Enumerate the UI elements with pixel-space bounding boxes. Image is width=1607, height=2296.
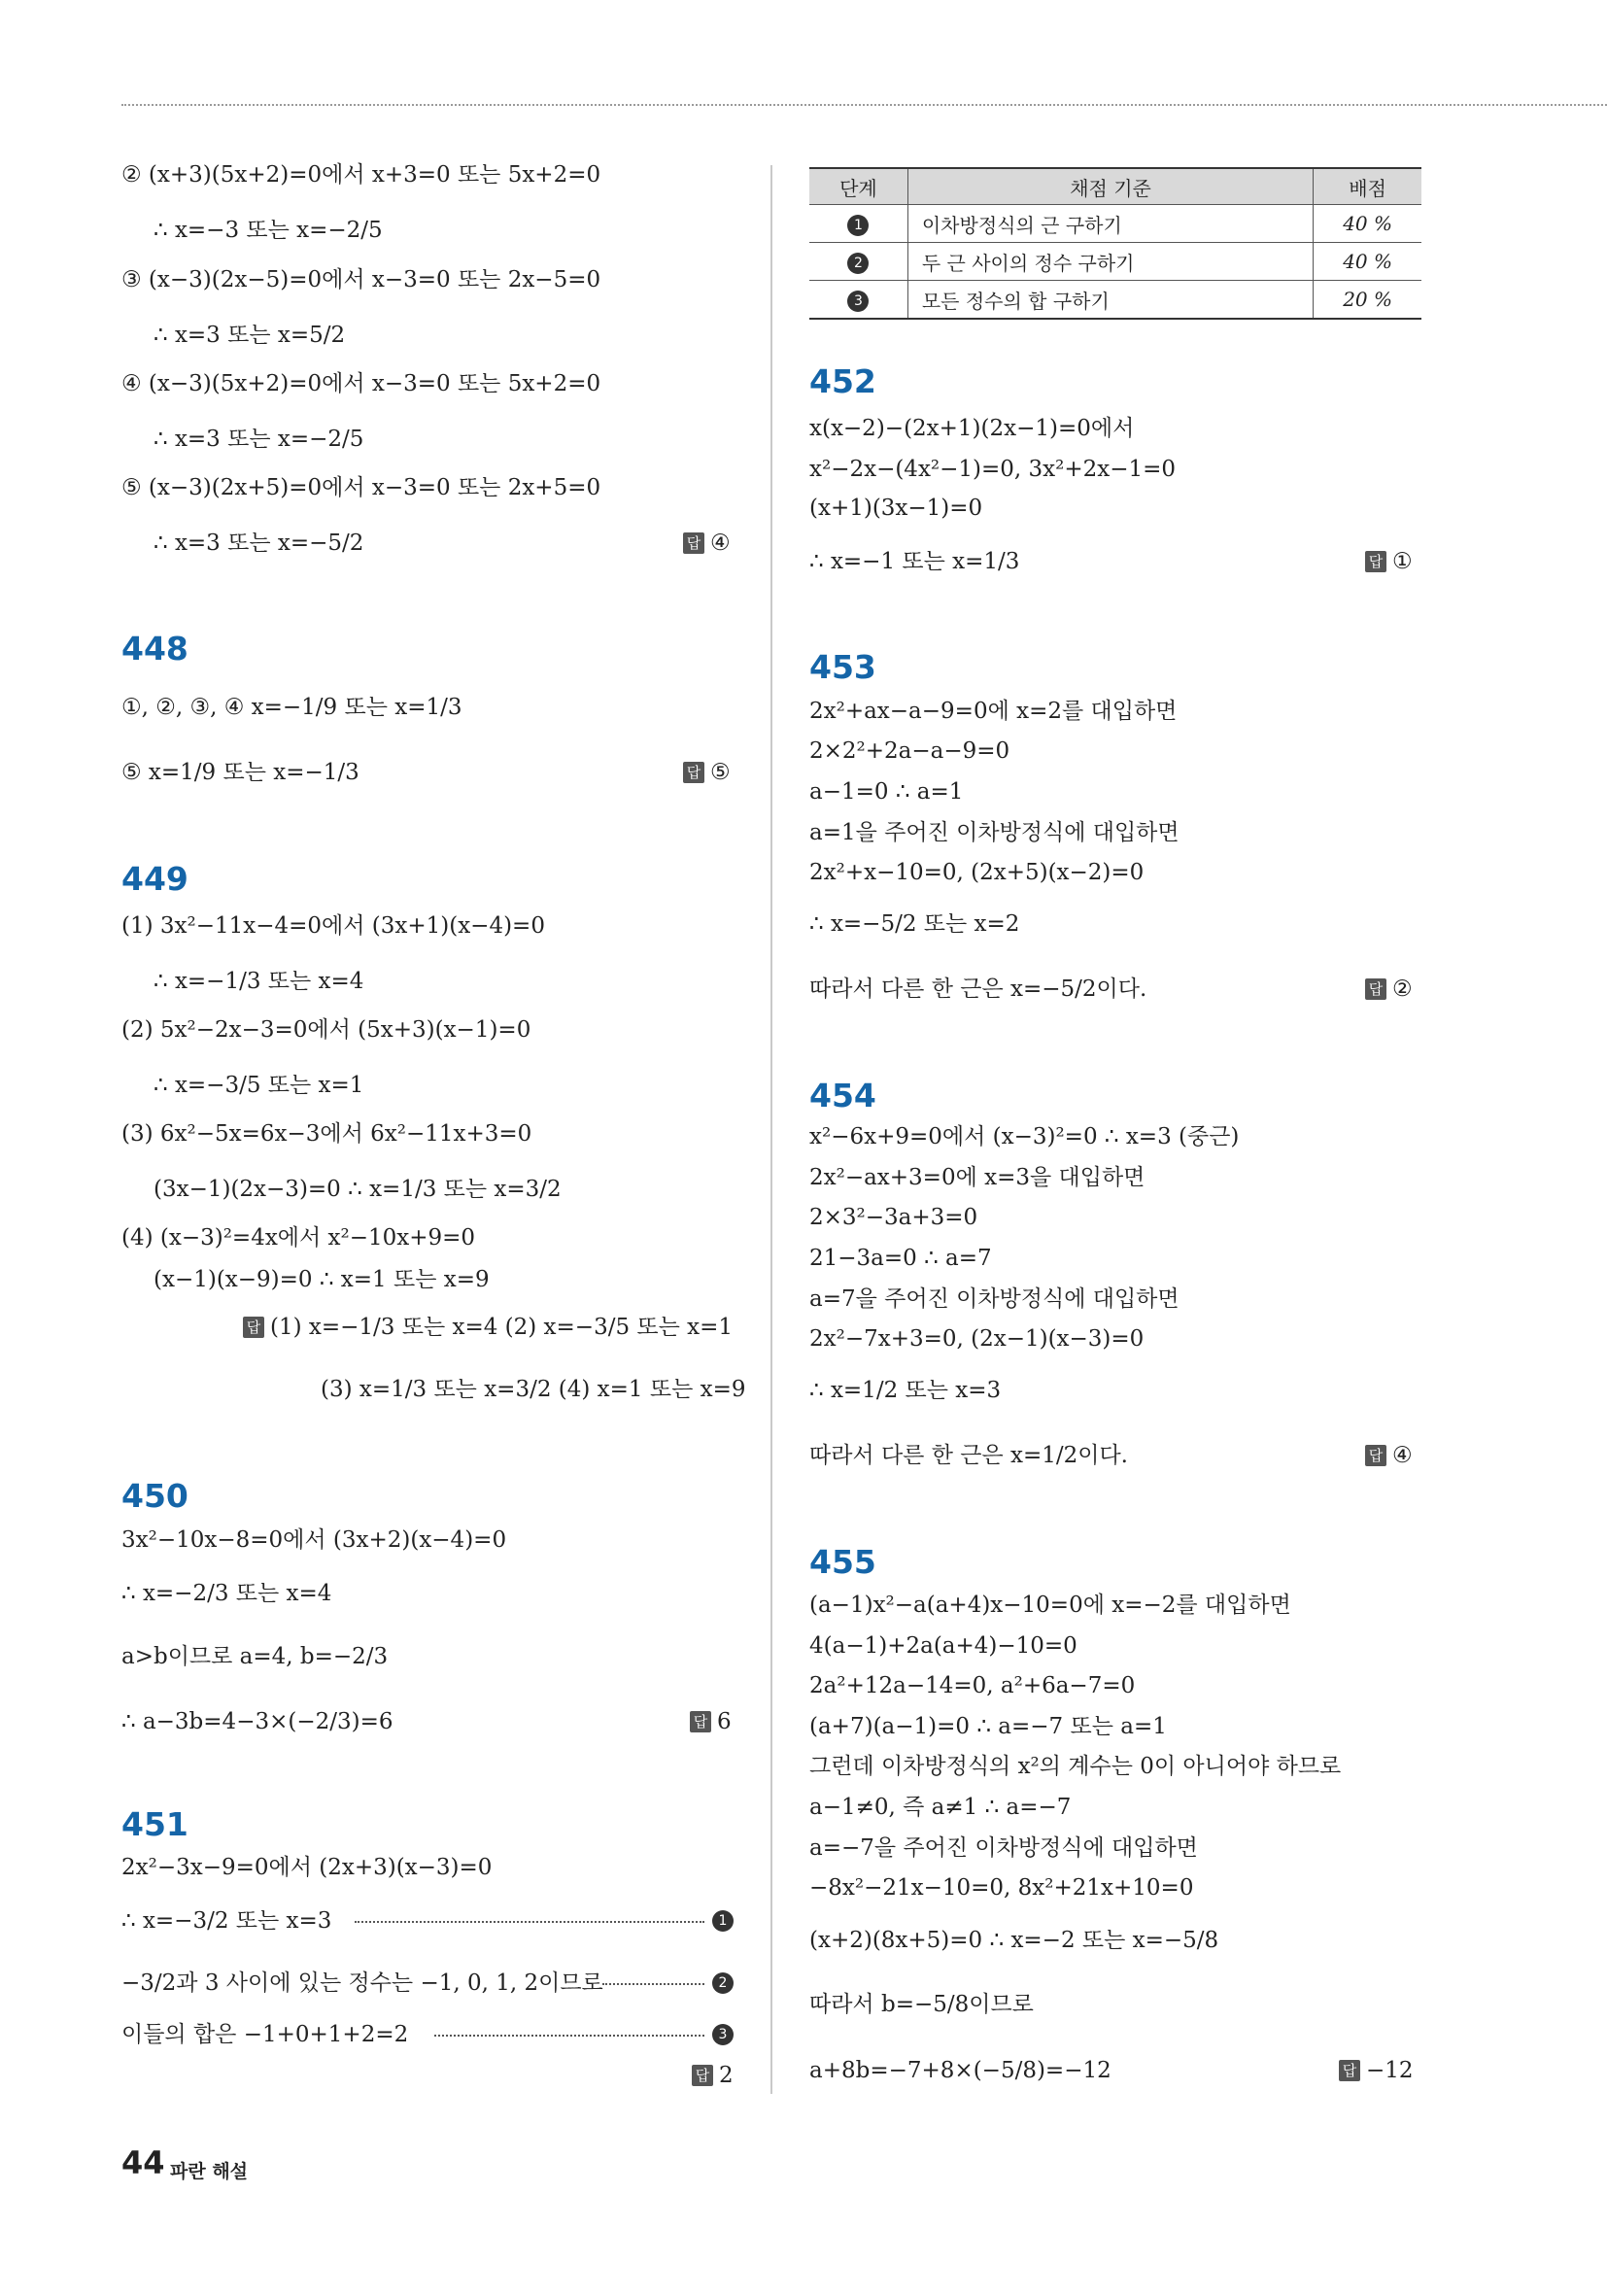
text-line: 따라서 다른 한 근은 x=1/2이다. [809, 1443, 1128, 1468]
answer-value: 2 [719, 2063, 734, 2088]
text-line: 따라서 다른 한 근은 x=−5/2이다. [809, 977, 1147, 1002]
text-line: (x−1)(x−9)=0 ∴ x=1 또는 x=9 [154, 1267, 490, 1292]
answer-icon: 답 [243, 1317, 264, 1338]
text-line: 2×2²+2a−a−9=0 [809, 738, 1010, 764]
problem-number: 450 [121, 1477, 188, 1515]
text-line: (4) (x−3)²=4x에서 x²−10x+9=0 [121, 1225, 476, 1251]
answer-value: ② [1392, 977, 1413, 1002]
text-line: a>b이므로 a=4, b=−2/3 [121, 1644, 389, 1669]
step-1-icon: 1 [847, 215, 869, 236]
text-line: a−1≠0, 즉 a≠1 ∴ a=−7 [809, 1795, 1072, 1820]
top-dotted-rule [121, 104, 1607, 106]
step-3-icon: 3 [847, 291, 869, 312]
text-line: a=1을 주어진 이차방정식에 대입하면 [809, 820, 1180, 845]
table-cell: 두 근 사이의 정수 구하기 [907, 243, 1313, 281]
problem-number: 451 [121, 1805, 188, 1843]
answer-icon: 답 [1365, 1445, 1386, 1466]
text-line: (a+7)(a−1)=0 ∴ a=−7 또는 a=1 [809, 1714, 1167, 1739]
text-line: ④ (x−3)(5x+2)=0에서 x−3=0 또는 5x+2=0 [121, 371, 601, 396]
grading-table [809, 167, 1421, 320]
problem-number: 455 [809, 1543, 876, 1581]
text-line: 2x²+ax−a−9=0에 x=2를 대입하면 [809, 699, 1178, 724]
dotted-leader [602, 1983, 704, 1985]
text-line: ⑤ (x−3)(2x+5)=0에서 x−3=0 또는 2x+5=0 [121, 475, 601, 500]
text-line: 따라서 b=−5/8이므로 [809, 1992, 1034, 2017]
problem-number: 454 [809, 1077, 876, 1114]
step-2-icon: 2 [712, 1972, 734, 1994]
table-header: 배점 [1314, 168, 1421, 205]
text-line: 4(a−1)+2a(a+4)−10=0 [809, 1633, 1077, 1659]
text-line: 2x²−ax+3=0에 x=3을 대입하면 [809, 1165, 1145, 1190]
text-line: x²−6x+9=0에서 (x−3)²=0 ∴ x=3 (중근) [809, 1124, 1240, 1149]
answer-icon: 답 [1365, 978, 1386, 1000]
text-line: ①, ②, ③, ④ x=−1/9 또는 x=1/3 [121, 695, 462, 720]
answer-value: −12 [1366, 2058, 1414, 2083]
text-line: a=7을 주어진 이차방정식에 대입하면 [809, 1286, 1180, 1312]
step-1-icon: 1 [712, 1910, 734, 1932]
answer-mark [321, 1375, 745, 1404]
text-line: ∴ x=3 또는 x=−5/2 [154, 531, 364, 556]
text-line: ∴ x=−2/3 또는 x=4 [121, 1581, 332, 1606]
problem-number: 448 [121, 630, 188, 668]
step-2-icon: 2 [847, 253, 869, 274]
text-line: 2x²−3x−9=0에서 (2x+3)(x−3)=0 [121, 1855, 493, 1880]
text-line: a=−7을 주어진 이차방정식에 대입하면 [809, 1835, 1198, 1861]
table-cell: 이차방정식의 근 구하기 [907, 205, 1313, 243]
answer-mark [690, 1707, 732, 1736]
text-line: 2x²−7x+3=0, (2x−1)(x−3)=0 [809, 1326, 1145, 1352]
answer-value: (3) x=1/3 또는 x=3/2 (4) x=1 또는 x=9 [321, 1377, 746, 1402]
text-line: ③ (x−3)(2x−5)=0에서 x−3=0 또는 2x−5=0 [121, 267, 601, 292]
answer-icon: 답 [1365, 551, 1386, 572]
answer-icon: 답 [1339, 2060, 1360, 2081]
text-line: (3x−1)(2x−3)=0 ∴ x=1/3 또는 x=3/2 [154, 1177, 562, 1202]
page-number: 44 [121, 2144, 165, 2181]
text-line: 2×3²−3a+3=0 [809, 1205, 978, 1230]
text-line: ∴ a−3b=4−3×(−2/3)=6 [121, 1709, 393, 1734]
answer-mark [1365, 975, 1413, 1004]
text-line: ⑤ x=1/9 또는 x=−1/3 [121, 760, 359, 785]
answer-icon: 답 [692, 2065, 713, 2086]
footer-label: 파란 해설 [170, 2161, 249, 2182]
answer-value: ④ [1392, 1443, 1413, 1468]
text-line: ∴ x=−3/2 또는 x=3 [121, 1908, 332, 1934]
text-line: ∴ x=1/2 또는 x=3 [809, 1378, 1002, 1403]
text-line: 2a²+12a−14=0, a²+6a−7=0 [809, 1673, 1136, 1698]
answer-mark [683, 758, 731, 787]
dotted-leader [434, 2035, 704, 2037]
answer-icon: 답 [690, 1711, 711, 1732]
answer-mark [692, 2061, 734, 2090]
text-line: ∴ x=−3/5 또는 x=1 [154, 1073, 364, 1098]
text-line: 2x²+x−10=0, (2x+5)(x−2)=0 [809, 860, 1145, 885]
problem-number: 449 [121, 860, 188, 898]
table-cell: 40 % [1314, 205, 1421, 243]
text-line: 3x²−10x−8=0에서 (3x+2)(x−4)=0 [121, 1527, 507, 1553]
table-row [809, 243, 1421, 281]
text-line: ∴ x=−5/2 또는 x=2 [809, 911, 1020, 937]
text-line: ② (x+3)(5x+2)=0에서 x+3=0 또는 5x+2=0 [121, 162, 601, 188]
table-row [809, 205, 1421, 243]
table-row [809, 281, 1421, 320]
answer-mark [243, 1313, 733, 1342]
text-line: x(x−2)−(2x+1)(2x−1)=0에서 [809, 416, 1135, 441]
table-header: 채점 기준 [907, 168, 1313, 205]
text-line: −8x²−21x−10=0, 8x²+21x+10=0 [809, 1875, 1194, 1901]
problem-number: 453 [809, 648, 876, 686]
text-line: (1) 3x²−11x−4=0에서 (3x+1)(x−4)=0 [121, 913, 545, 939]
text-line: a−1=0 ∴ a=1 [809, 779, 964, 805]
answer-mark [1339, 2056, 1414, 2085]
text-line: 이들의 합은 −1+0+1+2=2 [121, 2022, 409, 2047]
text-line: a+8b=−7+8×(−5/8)=−12 [809, 2058, 1111, 2083]
answer-value: ⑤ [710, 760, 731, 785]
answer-mark [1365, 1441, 1413, 1470]
table-cell: 20 % [1314, 281, 1421, 320]
text-line: (x+1)(3x−1)=0 [809, 496, 983, 521]
text-line: ∴ x=−3 또는 x=−2/5 [154, 218, 383, 243]
problem-number: 452 [809, 362, 876, 400]
text-line: x²−2x−(4x²−1)=0, 3x²+2x−1=0 [809, 457, 1177, 482]
answer-icon: 답 [683, 762, 704, 783]
text-line: −3/2과 3 사이에 있는 정수는 −1, 0, 1, 2이므로 [121, 1970, 603, 1996]
text-line: (a−1)x²−a(a+4)x−10=0에 x=−2를 대입하면 [809, 1593, 1291, 1618]
answer-icon: 답 [683, 532, 704, 554]
text-line: ∴ x=3 또는 x=5/2 [154, 323, 346, 348]
text-line: ∴ x=−1/3 또는 x=4 [154, 969, 364, 994]
text-line: ∴ x=3 또는 x=−2/5 [154, 427, 364, 452]
table-cell: 40 % [1314, 243, 1421, 281]
table-cell: 모든 정수의 합 구하기 [907, 281, 1313, 320]
answer-value: 6 [717, 1709, 732, 1734]
text-line: ∴ x=−1 또는 x=1/3 [809, 549, 1020, 574]
answer-mark [1365, 547, 1413, 576]
text-line: 21−3a=0 ∴ a=7 [809, 1246, 992, 1271]
table-header: 단계 [809, 168, 907, 205]
text-line: (3) 6x²−5x=6x−3에서 6x²−11x+3=0 [121, 1121, 532, 1147]
step-3-icon: 3 [712, 2024, 734, 2045]
answer-value: (1) x=−1/3 또는 x=4 (2) x=−3/5 또는 x=1 [270, 1315, 734, 1340]
answer-value: ④ [710, 531, 731, 556]
text-line: (2) 5x²−2x−3=0에서 (5x+3)(x−1)=0 [121, 1017, 531, 1043]
text-line: 그런데 이차방정식의 x²의 계수는 0이 아니어야 하므로 [809, 1754, 1342, 1779]
text-line: (x+2)(8x+5)=0 ∴ x=−2 또는 x=−5/8 [809, 1928, 1219, 1953]
answer-value: ① [1392, 549, 1413, 574]
dotted-leader [355, 1921, 704, 1923]
answer-mark [683, 529, 731, 558]
column-divider [770, 165, 772, 2094]
